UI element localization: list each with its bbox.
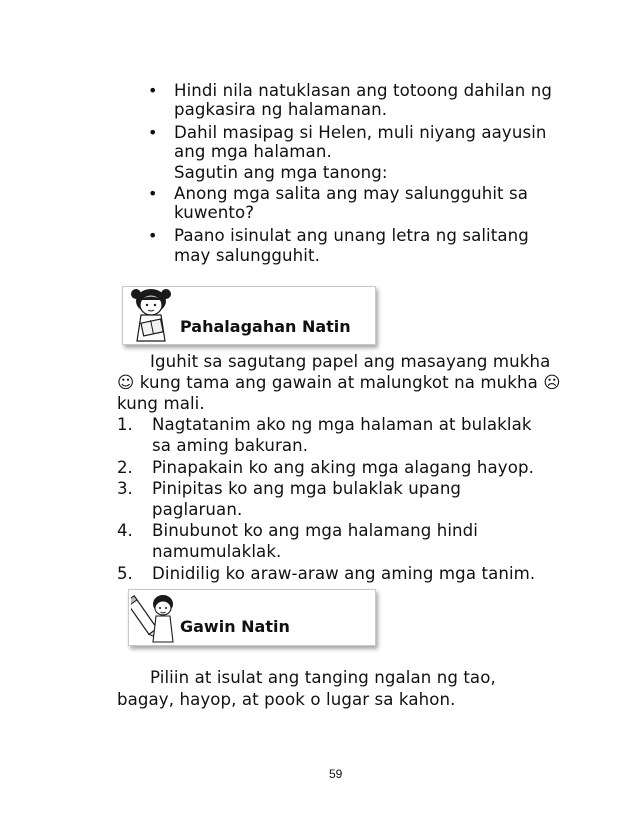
bullet-3-line-2: kuwento?: [174, 203, 255, 222]
instruction2-line-1: Piliin at isulat ang tanging ngalan ng tao,: [150, 668, 496, 687]
item-5-number: 5.: [117, 564, 133, 583]
bullet-4: •: [148, 226, 158, 245]
sagutin-line: Sagutin ang mga tanong:: [174, 163, 388, 182]
item-3-line-1: Pinipitas ko ang mga bulaklak upang: [152, 479, 462, 498]
instruction1-line-1: Iguhit sa sagutang papel ang masayang mukha: [150, 352, 551, 371]
item-4-line-1: Binubunot ko ang mga halamang hindi: [152, 521, 479, 540]
instruction1-line-2: ☺ kung tama ang gawain at malungkot na mukha ☹: [117, 373, 561, 392]
bullet-1: •: [148, 81, 158, 100]
bullet-4-line-2: may salungguhit.: [174, 246, 320, 265]
bullet-1-line-1: Hindi nila natuklasan ang totoong dahilan ng: [174, 81, 553, 100]
section-banner-pahalagahan: [122, 286, 376, 345]
section-banner-gawin: [128, 589, 376, 646]
item-5-line-1: Dinidilig ko araw-araw ang aming mga tanim.: [152, 564, 536, 583]
item-1-line-2: sa aming bakuran.: [152, 436, 309, 455]
bullet-2-line-2: ang mga halaman.: [174, 142, 332, 161]
item-4-line-2: namumulaklak.: [152, 542, 282, 561]
item-3-line-2: paglaruan.: [152, 500, 243, 519]
item-2-number: 2.: [117, 458, 133, 477]
item-2-line-1: Pinapakain ko ang aking mga alagang hayop.: [152, 458, 534, 477]
bullet-2-line-1: Dahil masipag si Helen, muli niyang aayusin: [174, 123, 547, 142]
bullet-2: •: [148, 123, 158, 142]
page-number: 59: [329, 767, 343, 781]
item-3-number: 3.: [117, 479, 133, 498]
item-1-line-1: Nagtatanim ako ng mga halaman at bulaklak: [152, 415, 532, 434]
item-1-number: 1.: [117, 415, 133, 434]
bullet-3-line-1: Anong mga salita ang may salungguhit sa: [174, 184, 529, 203]
item-4-number: 4.: [117, 521, 133, 540]
bullet-4-line-1: Paano isinulat ang unang letra ng salitang: [174, 226, 529, 245]
bullet-3: •: [148, 184, 158, 203]
banner-title-gawin: Gawin Natin: [180, 617, 290, 636]
bullet-1-line-2: pagkasira ng halamanan.: [174, 100, 388, 119]
banner-title-pahalagahan: Pahalagahan Natin: [180, 317, 351, 336]
instruction2-line-2: bagay, hayop, at pook o lugar sa kahon.: [117, 690, 456, 709]
instruction1-line-3: kung mali.: [117, 394, 205, 413]
child-with-pencil-icon: [131, 590, 179, 644]
girl-reading-icon: [129, 287, 173, 343]
